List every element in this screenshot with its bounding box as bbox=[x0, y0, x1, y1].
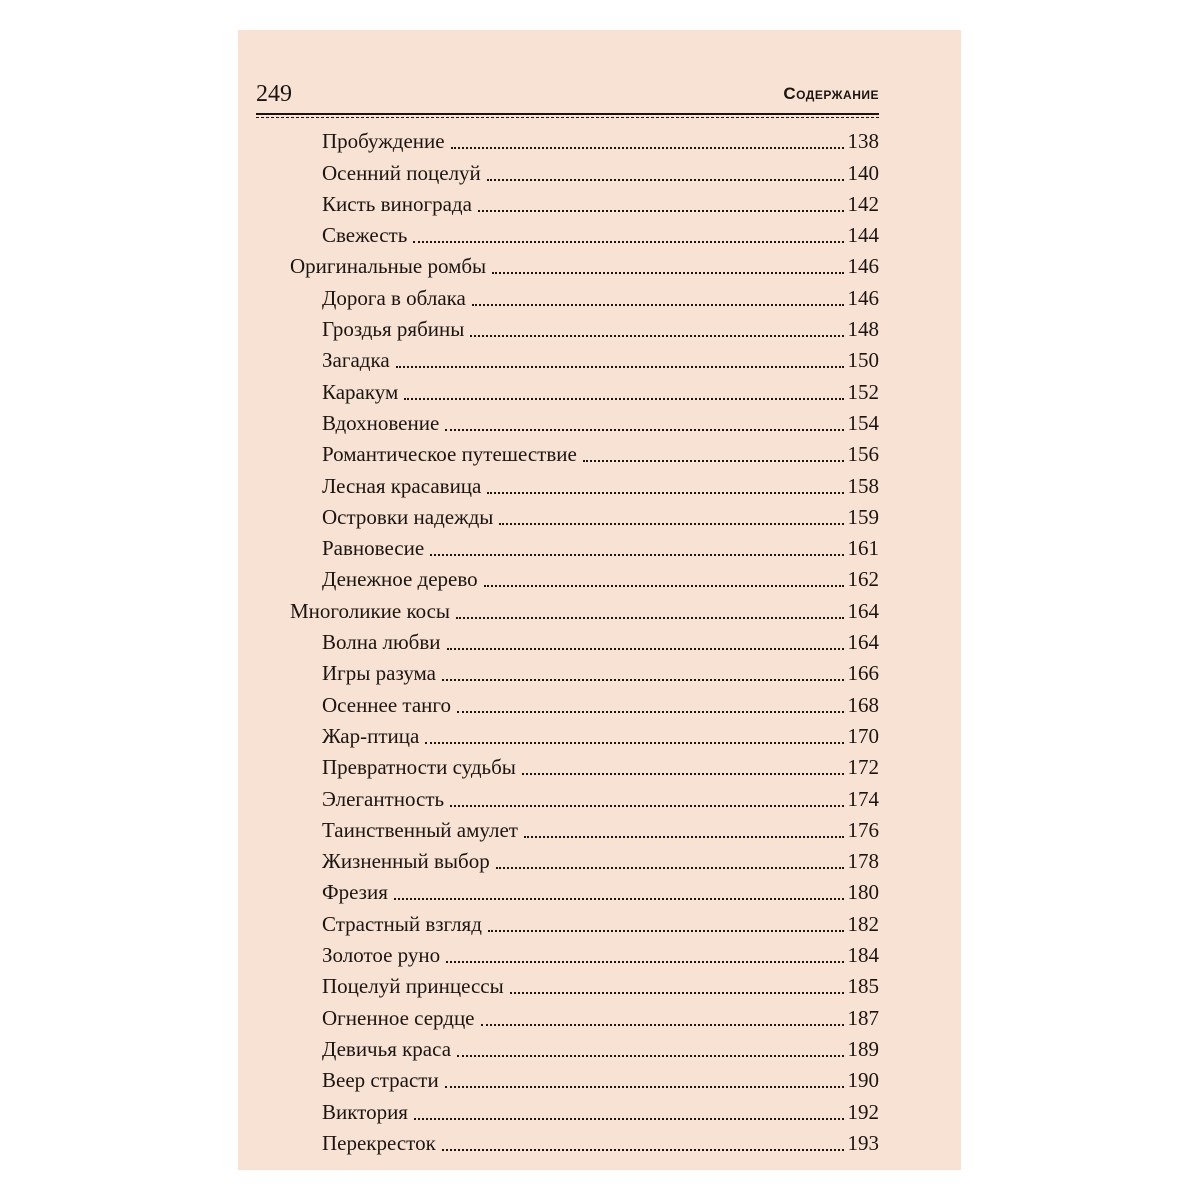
toc-entry bbox=[238, 938, 961, 969]
toc-entry-page: 185 bbox=[847, 974, 879, 999]
toc-entry bbox=[238, 187, 961, 218]
toc-entry-page: 170 bbox=[847, 723, 879, 748]
toc-dot-leader bbox=[446, 955, 843, 963]
toc-section-entry bbox=[238, 249, 961, 280]
toc-entry-page: 154 bbox=[847, 410, 879, 435]
toc-dot-leader bbox=[442, 1143, 844, 1151]
toc-entry-page: 158 bbox=[847, 473, 879, 498]
toc-entry bbox=[238, 562, 961, 593]
toc-dot-leader bbox=[442, 673, 843, 681]
page-number: 249 bbox=[256, 81, 292, 107]
toc-entry bbox=[238, 719, 961, 750]
toc-entry bbox=[238, 906, 961, 937]
toc-entry-title: Игры разума bbox=[322, 661, 437, 686]
toc-dot-leader bbox=[445, 1080, 844, 1088]
toc-entry bbox=[238, 1094, 961, 1125]
toc-entry bbox=[238, 625, 961, 656]
toc-entry-page: 140 bbox=[847, 160, 879, 185]
toc-entry-page: 148 bbox=[847, 317, 879, 342]
toc-entry-title: Оригинальные ромбы bbox=[290, 254, 487, 279]
toc-entry-title: Жар-птица bbox=[322, 723, 420, 748]
toc-entry bbox=[238, 343, 961, 374]
toc-dot-leader bbox=[457, 705, 843, 713]
toc-dot-leader bbox=[478, 204, 844, 212]
toc-dot-leader bbox=[394, 892, 844, 900]
toc-dot-leader bbox=[524, 830, 844, 838]
toc-entry-title: Золотое руно bbox=[322, 943, 441, 968]
toc-entry-page: 152 bbox=[847, 379, 879, 404]
toc-dot-leader bbox=[404, 392, 843, 400]
toc-entry bbox=[238, 531, 961, 562]
toc-dot-leader bbox=[487, 486, 843, 494]
toc-entry bbox=[238, 813, 961, 844]
toc-entry-title: Осеннее танго bbox=[322, 692, 452, 717]
toc-entry-page: 187 bbox=[847, 1005, 879, 1030]
toc-dot-leader bbox=[487, 173, 844, 181]
toc-entry bbox=[238, 155, 961, 186]
header-rule-thin bbox=[256, 117, 879, 119]
toc-entry-title: Кисть винограда bbox=[322, 191, 472, 216]
toc-entry-page: 138 bbox=[847, 129, 879, 154]
toc-entry-page: 146 bbox=[847, 254, 879, 279]
toc-entry-title: Пробуждение bbox=[322, 129, 445, 154]
toc-entry-title: Многоликие косы bbox=[290, 598, 451, 623]
header-rule-thick bbox=[256, 113, 879, 115]
toc-section-entry bbox=[238, 593, 961, 624]
toc-dot-leader bbox=[488, 924, 844, 932]
toc-entry-page: 174 bbox=[847, 786, 879, 811]
toc-entry-title: Страстный взгляд bbox=[322, 911, 482, 936]
toc-entry-title: Фрезия bbox=[322, 880, 388, 905]
toc-entry-title: Жизненный выбор bbox=[322, 849, 490, 874]
toc-entry bbox=[238, 1126, 961, 1157]
toc-entry bbox=[238, 687, 961, 718]
toc-dot-leader bbox=[414, 1112, 844, 1120]
book-page bbox=[238, 30, 961, 1170]
toc-entry-title: Загадка bbox=[322, 348, 390, 373]
toc-entry bbox=[238, 468, 961, 499]
toc-entry-title: Огненное сердце bbox=[322, 1005, 475, 1030]
toc-entry bbox=[238, 437, 961, 468]
toc-entry bbox=[238, 1000, 961, 1031]
toc-entry bbox=[238, 844, 961, 875]
toc-entry-page: 164 bbox=[847, 630, 879, 655]
page-header bbox=[256, 80, 879, 116]
toc-dot-leader bbox=[484, 579, 844, 587]
toc-entry-title: Вдохновение bbox=[322, 410, 440, 435]
toc-entry-page: 190 bbox=[847, 1068, 879, 1093]
toc-entry bbox=[238, 1063, 961, 1094]
toc-entry bbox=[238, 218, 961, 249]
toc-dot-leader bbox=[396, 360, 844, 368]
toc-entry-page: 184 bbox=[847, 943, 879, 968]
toc-dot-leader bbox=[583, 454, 844, 462]
toc-entry-page: 164 bbox=[847, 598, 879, 623]
toc-dot-leader bbox=[496, 861, 844, 869]
toc-entry-page: 182 bbox=[847, 911, 879, 936]
toc-entry-page: 192 bbox=[847, 1099, 879, 1124]
toc-entry-title: Романтическое путешествие bbox=[322, 442, 577, 467]
toc-dot-leader bbox=[510, 986, 844, 994]
toc-entry-page: 193 bbox=[847, 1130, 879, 1155]
toc-entry-page: 180 bbox=[847, 880, 879, 905]
toc-entry-title: Лесная красавица bbox=[322, 473, 482, 498]
toc-entry-title: Девичья краса bbox=[322, 1036, 452, 1061]
toc-entry-page: 168 bbox=[847, 692, 879, 717]
toc-entry bbox=[238, 781, 961, 812]
toc-dot-leader bbox=[430, 548, 843, 556]
toc-entry-title: Гроздья рябины bbox=[322, 317, 465, 342]
toc-entry-title: Элегантность bbox=[322, 786, 445, 811]
toc-dot-leader bbox=[470, 329, 843, 337]
toc-dot-leader bbox=[450, 799, 843, 807]
toc-entry-title: Веер страсти bbox=[322, 1068, 439, 1093]
toc-entry-title: Денежное дерево bbox=[322, 567, 478, 592]
toc-dot-leader bbox=[451, 141, 844, 149]
toc-entry bbox=[238, 875, 961, 906]
toc-entry bbox=[238, 500, 961, 531]
toc-entry bbox=[238, 656, 961, 687]
toc-dot-leader bbox=[499, 517, 843, 525]
table-of-contents bbox=[238, 124, 961, 1157]
toc-entry bbox=[238, 280, 961, 311]
toc-dot-leader bbox=[492, 266, 843, 274]
toc-entry bbox=[238, 312, 961, 343]
toc-entry-title: Перекресток bbox=[322, 1130, 436, 1155]
toc-entry-title: Равновесие bbox=[322, 536, 425, 561]
toc-entry-title: Таинственный амулет bbox=[322, 817, 518, 842]
toc-entry-title: Поцелуй принцессы bbox=[322, 974, 504, 999]
toc-entry-page: 150 bbox=[847, 348, 879, 373]
toc-entry-title: Дорога в облака bbox=[322, 285, 466, 310]
toc-entry-page: 189 bbox=[847, 1036, 879, 1061]
toc-dot-leader bbox=[413, 235, 843, 243]
toc-entry-page: 162 bbox=[847, 567, 879, 592]
toc-entry bbox=[238, 1032, 961, 1063]
toc-entry-page: 146 bbox=[847, 285, 879, 310]
toc-entry-page: 142 bbox=[847, 191, 879, 216]
toc-entry-page: 172 bbox=[847, 755, 879, 780]
toc-entry-title: Превратности судьбы bbox=[322, 755, 516, 780]
header-rule bbox=[256, 113, 879, 119]
toc-dot-leader bbox=[445, 423, 843, 431]
toc-dot-leader bbox=[472, 298, 844, 306]
toc-entry bbox=[238, 374, 961, 405]
toc-dot-leader bbox=[425, 736, 843, 744]
toc-entry bbox=[238, 969, 961, 1000]
toc-dot-leader bbox=[457, 1049, 843, 1057]
toc-entry-page: 144 bbox=[847, 223, 879, 248]
toc-entry bbox=[238, 750, 961, 781]
toc-entry-title: Волна любви bbox=[322, 630, 441, 655]
toc-entry-title: Свежесть bbox=[322, 223, 408, 248]
toc-entry-title: Каракум bbox=[322, 379, 399, 404]
toc-entry-page: 166 bbox=[847, 661, 879, 686]
toc-entry-page: 178 bbox=[847, 849, 879, 874]
toc-entry-page: 156 bbox=[847, 442, 879, 467]
toc-entry bbox=[238, 124, 961, 155]
toc-entry-title: Осенний поцелуй bbox=[322, 160, 481, 185]
toc-entry-title: Островки надежды bbox=[322, 504, 494, 529]
toc-entry-page: 176 bbox=[847, 817, 879, 842]
toc-entry bbox=[238, 406, 961, 437]
section-title: Содержание bbox=[783, 84, 879, 103]
toc-entry-title: Виктория bbox=[322, 1099, 408, 1124]
toc-dot-leader bbox=[522, 767, 844, 775]
toc-dot-leader bbox=[447, 642, 844, 650]
toc-dot-leader bbox=[481, 1018, 844, 1026]
toc-entry-page: 161 bbox=[847, 536, 879, 561]
toc-dot-leader bbox=[456, 611, 843, 619]
toc-entry-page: 159 bbox=[847, 504, 879, 529]
